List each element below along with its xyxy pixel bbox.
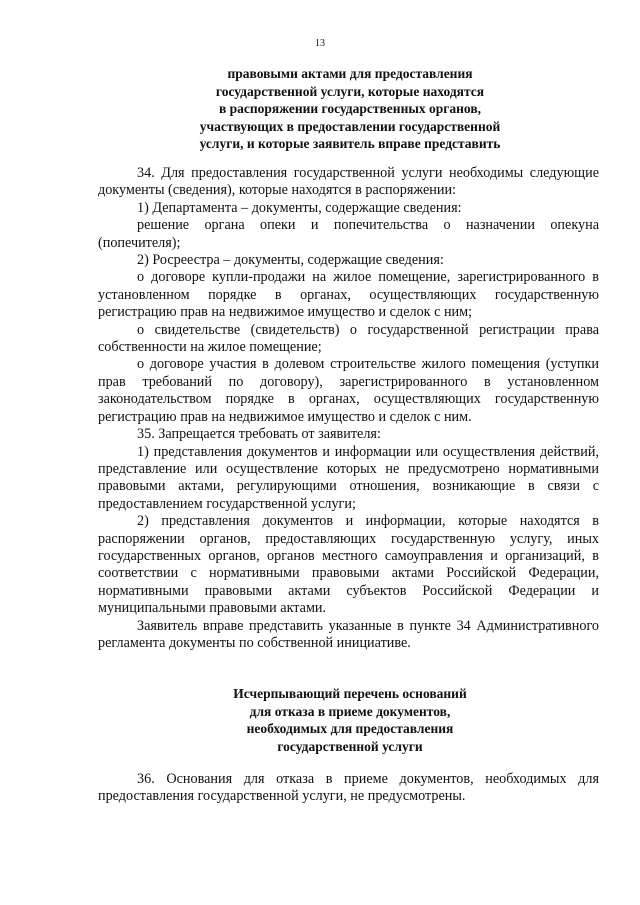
heading-line: государственной услуги, которые находятся [215,83,485,99]
paragraph-34: 34. Для предоставления государственной услуги необходимы следующие документы (сведения), которые находятся в распоряжении: [98,165,599,199]
heading-line: участвующих в предоставлении государственной [199,118,501,134]
heading-line: Исчерпывающий перечень оснований [233,686,467,701]
heading-line: государственной услуги [277,738,423,754]
paragraph-34-item-2-detail-c: о договоре участия в долевом строительстве жилого помещения (уступки прав требований по договору), зарегистрированного в установленном законодательством порядке в органах, осуществляющих государственную регистрацию прав на недвижимое имущество и сделок с ним. [98,356,599,425]
section-body-refusal [98,771,599,806]
paragraph-35: 35. Запрещается требовать от заявителя: [137,426,381,443]
paragraph-applicant-right: Заявитель вправе представить указанные в пункте 34 Административного регламента документы по собственной инициативе. [98,617,599,651]
paragraph-34-item-1-detail: решение органа опеки и попечительства о назначении опекуна (попечителя); [98,217,599,251]
paragraph-34-item-1: 1) Департамента – документы, содержащие сведения: [137,199,462,216]
paragraph-34-item-2-detail-b: о свидетельстве (свидетельств) о государственной регистрации права собственности на жилое помещение; [98,321,599,356]
section-heading-refusal-grounds [100,685,600,755]
paragraph-36: 36. Основания для отказа в приеме документов, необходимых для предоставления государственной услуги, не предусмотрены. [98,771,599,805]
paragraph-34-item-2-detail-a: о договоре купли-продажи на жилое помещение, зарегистрированного в установленном порядке в органах, осуществляющих государственную регистрацию прав на недвижимое имущество и сделок с ним; [98,269,599,321]
paragraph-35-item-1: 1) представления документов и информации или осуществления действий, представление или осуществление которых не предусмотрено нормативными правовыми актами, регулирующими отношения, возникающие в связи с предоставлением государственной услуги; [98,443,599,512]
section-body-documents [98,165,599,652]
paragraph-35-item-2: 2) представления документов и информации, которые находятся в распоряжении органов, предоставляющих государственную услугу, иных государственных органов, органов местного самоуправления и организаций, в соответствии с нормативными правовыми актами Российской Федерации, нормативными правовыми актами субъектов Российской Федерации и муниципальными правовыми актами. [98,513,599,617]
page-number: 13 [315,38,325,49]
heading-line: правовыми актами для предоставления [227,66,473,81]
heading-line: для отказа в приеме документов, [249,703,451,719]
paragraph-34-item-2: 2) Росреестра – документы, содержащие сведения: [137,252,444,269]
heading-line: в распоряжении государственных органов, [218,101,482,117]
section-heading-documents-in-possession [100,65,600,153]
heading-line: необходимых для предоставления [246,721,454,737]
heading-line: услуги, и которые заявитель вправе представить [199,136,501,152]
